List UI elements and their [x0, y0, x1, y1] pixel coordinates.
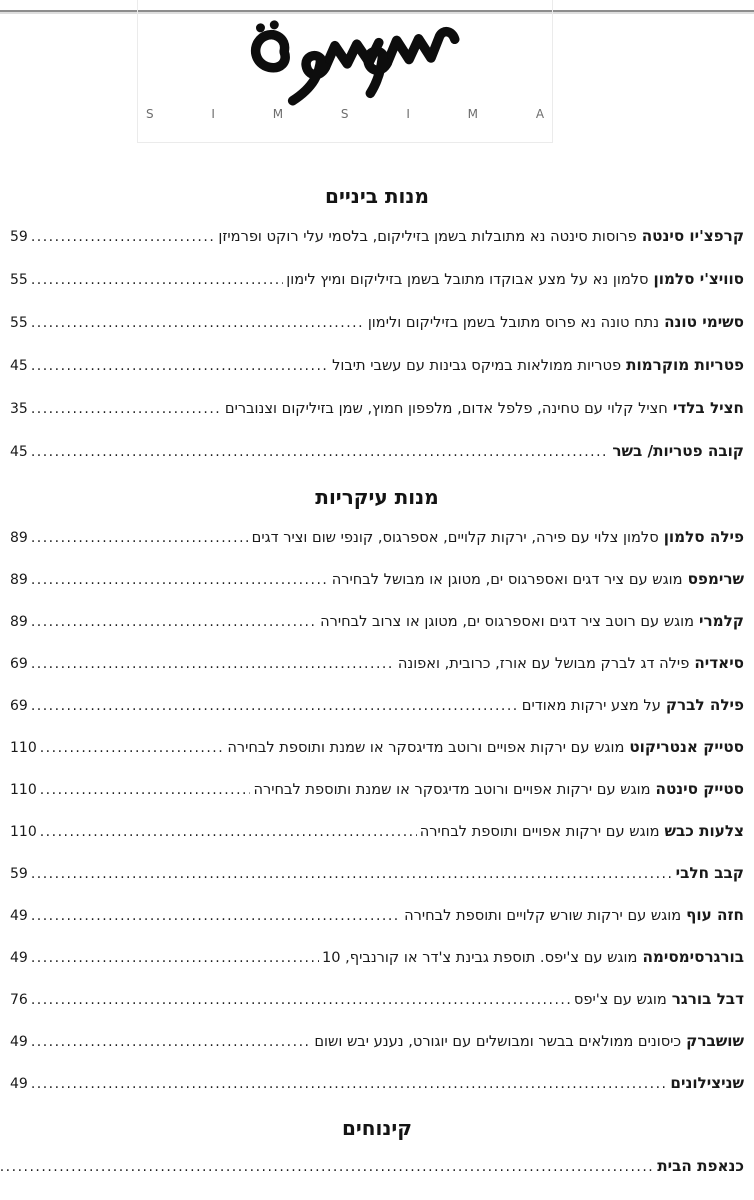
section-title-main-courses: מנות עיקריות	[315, 485, 439, 509]
menu-item-price: 59	[10, 866, 28, 882]
menu-item-price: 69	[10, 656, 28, 672]
dot-leader	[31, 528, 249, 548]
menu-item-row	[10, 528, 744, 548]
menu-item-description: מוגש עם צ'יפס. תוספת גבינת צ'דר או קורנביף, 10	[321, 949, 638, 966]
dot-leader	[40, 780, 251, 800]
menu-item-name: כנאפת הבית	[657, 1157, 744, 1175]
dot-leader	[31, 227, 216, 247]
menu-item-name: קרפצ'יו סינטה	[641, 227, 744, 245]
menu-item-description: פרוסות סינטה נא מתובלות בשמן בזיליקום, בלסמי עלי רוקט ופרמיזן	[218, 228, 637, 245]
section-items-main-courses	[10, 528, 744, 1094]
menu-item-row	[10, 654, 744, 674]
menu-item-description: מוגש עם ירקות אפויים ותוספת לבחירה	[419, 823, 660, 840]
menu-item-price: 35	[10, 401, 28, 417]
menu-item-row	[10, 270, 744, 290]
menu-item-row	[10, 356, 744, 376]
section-title-desserts: קינוחים	[341, 1116, 413, 1140]
dot-leader	[31, 948, 319, 968]
menu-item-row	[10, 822, 744, 842]
menu-item-row	[10, 313, 744, 333]
menu-item-price: 110	[10, 824, 37, 840]
section-items-middle-courses	[10, 227, 744, 462]
menu-item-price: 76	[10, 992, 28, 1008]
menu-item-name: חזה עוף	[686, 906, 744, 924]
brand-wordmark: S I M S I M A	[145, 107, 572, 121]
menu-item-row	[10, 948, 744, 968]
dot-leader	[31, 990, 571, 1010]
menu-item-name: חציל בלדי	[672, 399, 744, 417]
dot-leader	[31, 864, 673, 884]
menu-item-name: סשימי טונה	[664, 313, 744, 331]
dot-leader	[40, 738, 225, 758]
menu-item-price: 49	[10, 950, 28, 966]
menu-item-name: קבב חלבי	[675, 864, 744, 882]
menu-item-description: כיסונים ממולאים בבשר ומבושלים עם יוגורט, נענע יבש ושום	[314, 1033, 682, 1050]
menu-item-price: 89	[10, 530, 28, 546]
dot-leader	[31, 1032, 312, 1052]
dot-leader	[31, 654, 395, 674]
menu-item-row	[10, 227, 744, 247]
menu-item-row	[10, 612, 744, 632]
dot-leader	[31, 570, 329, 590]
menu-item-name: סטייק אנטריקוט	[629, 738, 744, 756]
dot-leader	[31, 399, 222, 419]
dot-leader	[31, 906, 401, 926]
brand-calligraphy-icon	[230, 16, 460, 106]
menu-item-price: 45	[10, 444, 28, 460]
menu-item-name: פטריות מוקרמות	[626, 356, 744, 374]
menu-item-price: 55	[10, 272, 28, 288]
menu-item-row	[10, 864, 744, 884]
menu-item-name: סוויצ'י סלמון	[653, 270, 744, 288]
dot-leader	[31, 313, 365, 333]
section-title-middle-courses: מנות ביניים	[325, 184, 429, 208]
dot-leader	[31, 270, 283, 290]
menu-item-name: קלמרי	[699, 612, 744, 630]
menu-item-name: סטייק סינטה	[655, 780, 744, 798]
menu-item-price: 110	[10, 782, 37, 798]
menu-item-price: 69	[10, 698, 28, 714]
menu-item-row	[10, 780, 744, 800]
dot-leader	[0, 1157, 654, 1177]
menu-item-name: סיאדיה	[694, 654, 744, 672]
menu-item-row	[10, 738, 744, 758]
menu-item-name: פילה לברק	[665, 696, 744, 714]
menu-item-row	[10, 399, 744, 419]
menu-item-price: 49	[10, 1076, 28, 1092]
menu-item-row	[10, 990, 744, 1010]
menu-item-row	[10, 906, 744, 926]
menu-item-description: חציל קלוי עם טחינה, פלפל אדום, מלפפון חמוץ, שמן בזיליקום וצנוברים	[224, 400, 668, 417]
menu-item-description: מוגש עם צ'יפס	[573, 991, 667, 1008]
dot-leader	[31, 696, 519, 716]
menu-item-description: מוגש עם ירקות אפויים ורוטב מדיגסקר או שמנת ותוספת לבחירה	[227, 739, 625, 756]
menu-section-main-courses	[10, 485, 744, 1094]
menu-item-description: מוגש עם ציר דגים ואספרגוס ים, מטוגן או מבושל לבחירה	[331, 571, 683, 588]
menu-item-name: קובה פטריות/ בשר	[612, 442, 744, 460]
menu-section-middle-courses	[10, 184, 744, 462]
menu-item-row	[10, 1032, 744, 1052]
menu-item-price: 89	[10, 614, 28, 630]
dot-leader	[31, 442, 610, 462]
menu-item-row	[10, 570, 744, 590]
dot-leader	[40, 822, 417, 842]
menu-item-price: 59	[10, 229, 28, 245]
menu-item-price: 45	[10, 358, 28, 374]
menu-content	[10, 184, 744, 1177]
menu-item-name: שרימפס	[687, 570, 744, 588]
menu-item-description: מוגש עם ירקות אפויים ורוטב מדיגסקר או שמנת ותוספת לבחירה	[253, 781, 651, 798]
menu-item-description: סלמון נא על מצע אבוקדו מתובל בשמן בזיליקום ומיץ לימון	[286, 271, 649, 288]
menu-item-row	[10, 696, 744, 716]
dot-leader	[31, 612, 317, 632]
menu-item-name: צלעות כבש	[664, 822, 744, 840]
menu-section-desserts	[10, 1116, 744, 1177]
menu-item-name: שושברק	[686, 1032, 744, 1050]
menu-item-price: 49	[10, 1034, 28, 1050]
menu-item-name: פילה סלמון	[663, 528, 744, 546]
menu-item-row	[10, 442, 744, 462]
menu-item-name: שניצילונים	[670, 1074, 744, 1092]
menu-item-description: סלמון צלוי עם פירה, ירקות קלויים, אספרגוס, קונפי שום וציר דגים	[251, 529, 659, 546]
menu-item-price: 49	[10, 908, 28, 924]
menu-item-description: נתח טונה נא פרוס מתובל בשמן בזיליקום ולימון	[367, 314, 660, 331]
menu-item-description: מוגש עם ירקות שורש קלויים ותוספת לבחירה	[404, 907, 682, 924]
menu-item-name: בורגרסימסימה	[642, 948, 744, 966]
menu-item-price: 110	[10, 740, 37, 756]
brand-logo	[137, 0, 572, 143]
menu-item-price: 89	[10, 572, 28, 588]
menu-item-description: פילה דג לברק מבושל עם אורז, כרובית, ואפונה	[397, 655, 690, 672]
menu-item-row	[0, 1157, 744, 1177]
menu-item-name: דבל בורגר	[671, 990, 744, 1008]
dot-leader	[31, 1074, 668, 1094]
menu-item-description: פטריות ממולאות במיקס גבינות עם עשבי תיבול	[332, 357, 622, 374]
dot-leader	[31, 356, 329, 376]
menu-item-price: 55	[10, 315, 28, 331]
section-items-desserts	[10, 1157, 744, 1177]
menu-item-description: מוגש עם רוטב ציר דגים ואספרגוס ים, מטוגן או צרוב לבחירה	[320, 613, 695, 630]
menu-item-description: על מצע ירקות מאודים	[521, 697, 661, 714]
menu-item-row	[10, 1074, 744, 1094]
